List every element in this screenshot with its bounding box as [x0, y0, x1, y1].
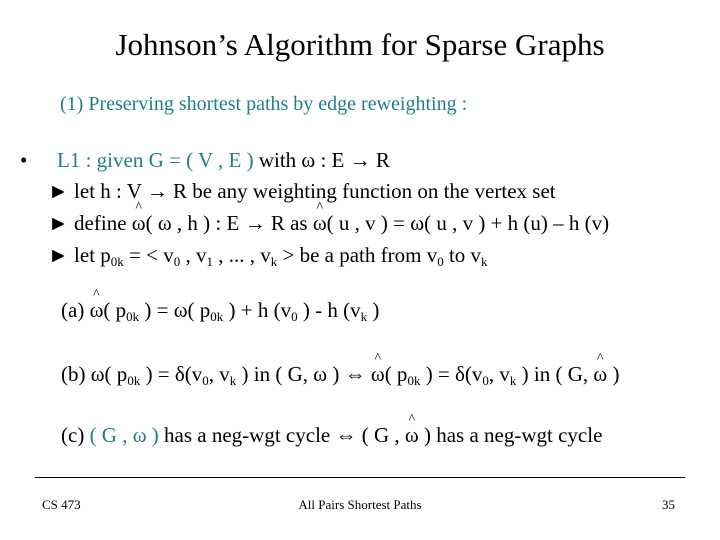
omega-hat: ^ ω: [405, 423, 419, 448]
item-c: [61, 423, 602, 448]
item-b-part: ) = δ(v: [420, 362, 483, 386]
item-a-part: ) = ω( p: [139, 298, 211, 322]
arrow-icon: ►: [48, 211, 69, 235]
lemma-l1: [57, 148, 390, 173]
item-b-part: ) = δ(v: [140, 362, 203, 386]
omega-hat: ^ ω: [132, 211, 146, 236]
line-3-part: let p: [74, 243, 111, 267]
item-b-part: ): [607, 362, 620, 386]
line-3-part: , v: [180, 243, 207, 267]
item-a-part: ( p: [103, 298, 127, 322]
footer-course: CS 473: [42, 497, 81, 512]
item-c-part: has a neg-wgt cycle ⇔ ( G ,: [158, 423, 405, 447]
footer-divider: [35, 477, 685, 478]
item-a-part: ) - h (v: [297, 298, 361, 322]
l1-graph: G = ( V , E ): [148, 148, 254, 172]
l1-label: L1 : given: [57, 148, 149, 172]
item-b-part: ( p: [384, 362, 408, 386]
subscript: 0: [202, 373, 209, 388]
subscript: k: [481, 254, 488, 269]
line-3-part: , ... , v: [212, 243, 271, 267]
item-a-part: (a): [61, 298, 90, 322]
item-a-part: ) + h (v: [223, 298, 292, 322]
line-1-text: let h : V → R be any weighting function on the vertex set: [74, 179, 556, 203]
arrow-icon: ►: [48, 179, 69, 203]
subscript: 0k: [110, 254, 124, 269]
bullet-line-2: [48, 211, 609, 236]
omega-hat: ^ ω: [90, 298, 104, 323]
item-c-part: (c): [61, 423, 90, 447]
subscript: 0k: [407, 373, 421, 388]
line-2-b: ( ω , h ) : E → R as: [145, 211, 313, 235]
item-a: [61, 298, 379, 323]
slide-title: Johnson’s Algorithm for Sparse Graphs: [115, 27, 605, 62]
item-b-part: , v: [208, 362, 230, 386]
bullet-line-3: [48, 243, 488, 268]
omega-hat: ^ ω: [313, 211, 327, 236]
footer-page-number: 35: [662, 497, 675, 512]
subscript: 0: [482, 373, 489, 388]
line-3-part: > be a path from v: [277, 243, 438, 267]
line-3-part: to v: [443, 243, 482, 267]
item-a-part: ): [367, 298, 380, 322]
subscript: 0k: [210, 309, 224, 324]
subscript: 0: [437, 254, 444, 269]
subscript: 0: [291, 309, 298, 324]
subscript: k: [229, 373, 237, 388]
arrow-icon: ►: [48, 243, 69, 267]
line-2-a: define: [74, 211, 132, 235]
subscript: 0k: [127, 373, 141, 388]
bullet-dot: •: [20, 148, 28, 172]
item-c-graph: ( G , ω ): [89, 423, 159, 447]
bullet-line-1: [48, 179, 556, 204]
omega-hat: ^ ω: [593, 362, 607, 387]
line-2-c: ( u , v ) = ω( u , v ) + h (u) – h (v): [326, 211, 610, 235]
l1-with: with ω : E → R: [253, 148, 390, 172]
item-b-part: ) in ( G,: [516, 362, 594, 386]
subscript: k: [270, 254, 278, 269]
subscript: 0: [173, 254, 181, 269]
slide-subtitle: (1) Preserving shortest paths by edge reweighting :: [60, 93, 468, 115]
item-b: [61, 362, 620, 387]
subscript: k: [509, 373, 517, 388]
item-b-part: ) in ( G, ω ) ⇔: [236, 362, 371, 386]
item-c-part: ) has a neg-wgt cycle: [418, 423, 603, 447]
footer-topic: All Pairs Shortest Paths: [298, 497, 422, 512]
item-b-part: (b) ω( p: [61, 362, 128, 386]
subscript: 1: [206, 254, 213, 269]
line-3-part: = < v: [123, 243, 174, 267]
item-b-part: , v: [488, 362, 510, 386]
omega-hat: ^ ω: [371, 362, 385, 387]
subscript: 0k: [126, 309, 140, 324]
subscript: k: [360, 309, 368, 324]
